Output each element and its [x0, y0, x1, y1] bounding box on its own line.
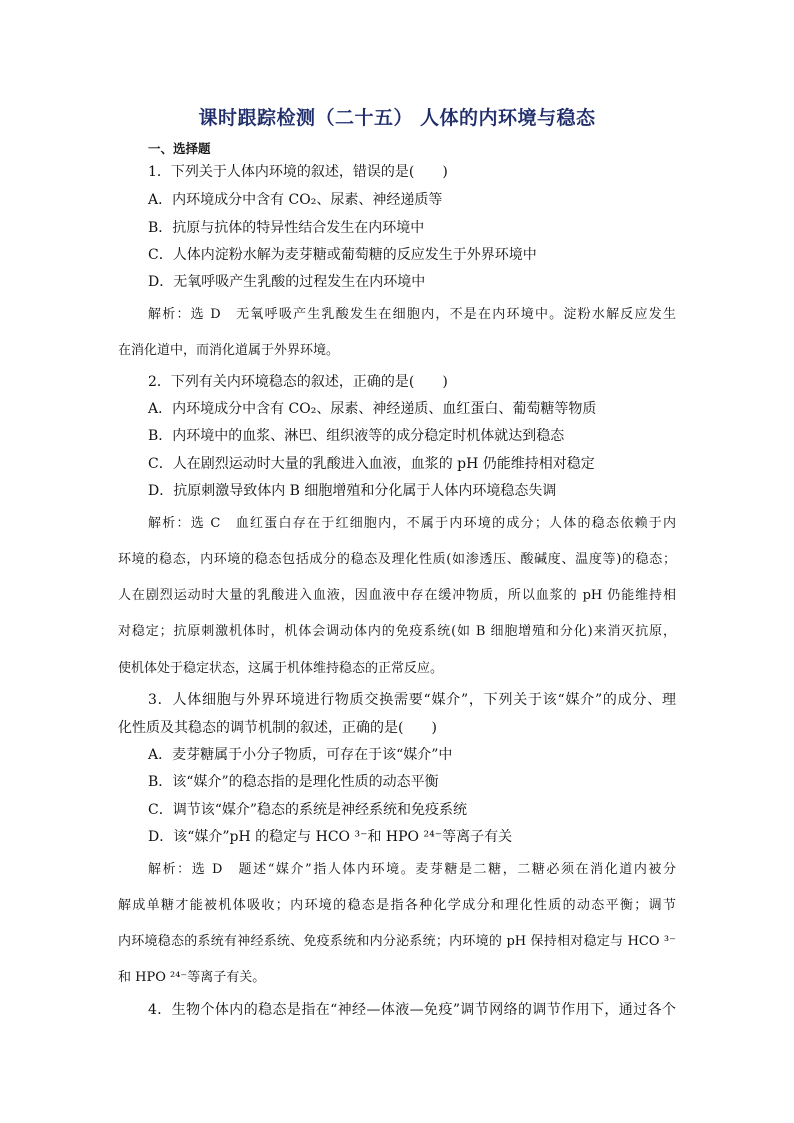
q2-analysis-line-5: 使机体处于稳定状态，这属于机体维持稳态的正常反应。 — [118, 661, 444, 676]
q3-analysis-line-1: 解析：选 D 题述“媒介”指人体内环境。麦芽糖是二糖，二糖必须在消化道内被分 — [148, 862, 676, 877]
q1-option-d: D．无氧呼吸产生乳酸的过程发生在内环境中 — [148, 274, 426, 290]
q1-option-c: C．人体内淀粉水解为麦芽糖或葡萄糖的反应发生于外界环境中 — [148, 247, 537, 263]
q2-option-d: D．抗原刺激导致体内 B 细胞增殖和分化属于人体内环境稳态失调 — [148, 483, 557, 499]
q2-option-b: B．内环境中的血浆、淋巴、组织液等的成分稳定时机体就达到稳态 — [148, 428, 565, 444]
question-4-line-1: 4．生物个体内的稳态是指在“神经—体液—免疫”调节网络的调节作用下，通过各个 — [148, 1002, 676, 1018]
q1-analysis-line-2: 在消化道中，而消化道属于外界环境。 — [118, 343, 340, 358]
q3-analysis-line-4: 和 HPO ²⁴⁻等离子有关。 — [118, 970, 266, 985]
q3-option-c: C．调节该“媒介”稳态的系统是神经系统和免疫系统 — [148, 802, 468, 818]
question-3-line-1: 3．人体细胞与外界环境进行物质交换需要“媒介”，下列关于该“媒介”的成分、理 — [148, 692, 676, 708]
q3-analysis-line-2: 解成单糖才能被机体吸收；内环境的稳态是指各种化学成分和理化性质的动态平衡；调节 — [118, 898, 676, 913]
q2-analysis-line-4: 对稳定；抗原刺激机体时，机体会调动体内的免疫系统(如 B 细胞增殖和分化)来消灭抗原， — [118, 624, 676, 639]
q3-option-b: B．该“媒介”的稳态指的是理化性质的动态平衡 — [148, 774, 439, 790]
section-heading: 一、选择题 — [148, 141, 211, 156]
q2-option-c: C．人在剧烈运动时大量的乳酸进入血液，血浆的 pH 仍能维持相对稳定 — [148, 456, 595, 472]
q2-analysis-line-3: 人在剧烈运动时大量的乳酸进入血液，因血液中存在缓冲物质，所以血浆的 pH 仍能维持相 — [118, 588, 676, 603]
q2-analysis-line-1: 解析：选 C 血红蛋白存在于红细胞内，不属于内环境的成分；人体的稳态依赖于内 — [148, 516, 676, 531]
q1-option-a: A．内环境成分中含有 CO₂、尿素、神经递质等 — [148, 192, 443, 208]
q1-analysis-line-1: 解析：选 D 无氧呼吸产生乳酸发生在细胞内，不是在内环境中。淀粉水解反应发生 — [148, 307, 676, 322]
q3-option-a: A．麦芽糖属于小分子物质，可存在于该“媒介”中 — [148, 747, 453, 763]
q2-analysis-line-2: 环境的稳态，内环境的稳态包括成分的稳态及理化性质(如渗透压、酸碱度、温度等)的稳态； — [118, 552, 676, 567]
page-title: 课时跟踪检测（二十五） 人体的内环境与稳态 — [198, 107, 596, 129]
q3-analysis-line-3: 内环境稳态的系统有神经系统、免疫系统和内分泌系统；内环境的 pH 保持相对稳定与 HCO ³⁻ — [118, 934, 676, 949]
question-3-line-2: 化性质及其稳态的调节机制的叙述，正确的是( ) — [118, 720, 437, 736]
q1-option-b: B．抗原与抗体的特异性结合发生在内环境中 — [148, 220, 425, 236]
q3-option-d: D．该“媒介”pH 的稳定与 HCO ³⁻和 HPO ²⁴⁻等离子有关 — [148, 829, 513, 845]
question-1: 1．下列关于人体内环境的叙述，错误的是( ) — [148, 164, 448, 180]
q2-option-a: A．内环境成分中含有 CO₂、尿素、神经递质、血红蛋白、葡萄糖等物质 — [148, 401, 597, 417]
question-2: 2．下列有关内环境稳态的叙述，正确的是( ) — [148, 374, 448, 390]
